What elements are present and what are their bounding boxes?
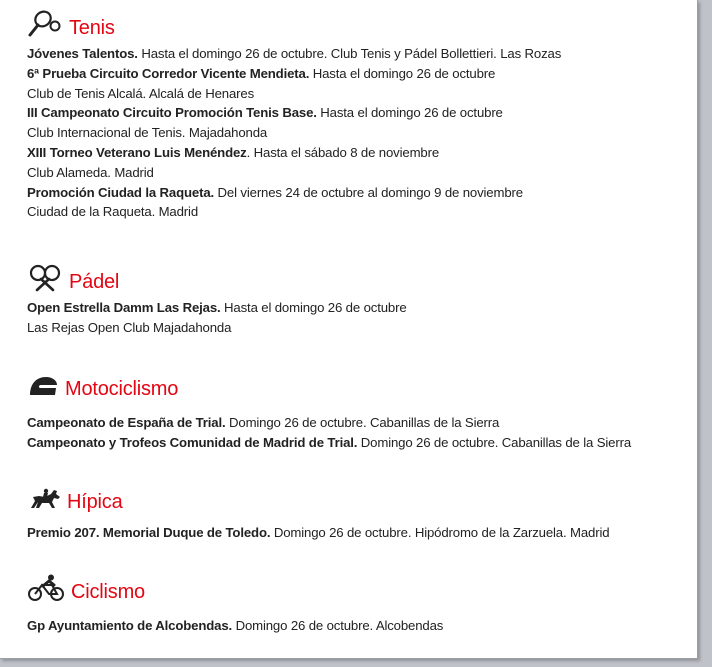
tennis-racket-ball-icon (27, 8, 65, 38)
event-line: Jóvenes Talentos. Hasta el domingo 26 de octubre. Club Tenis y Pádel Bollettieri. Las Rozas (27, 46, 562, 61)
section-padel (27, 258, 697, 338)
event-line: 6ª Prueba Circuito Corredor Vicente Mendieta. Hasta el domingo 26 de octubre (27, 65, 496, 81)
section-header (27, 4, 697, 38)
event-line: Gp Ayuntamiento de Alcobendas. Domingo 26 de octubre. Alcobendas (27, 618, 444, 633)
section-header (27, 258, 697, 292)
section-title: Pádel (69, 271, 120, 293)
section-hipica (27, 478, 697, 543)
event-line: Premio 207. Memorial Duque de Toledo. Domingo 26 de octubre. Hipódromo de la Zarzuela. Madrid (27, 525, 610, 540)
event-line: Ciudad de la Raqueta. Madrid (27, 204, 199, 220)
event-line: Club Alameda. Madrid (27, 164, 154, 180)
section-ciclismo (27, 568, 697, 636)
section-header (27, 568, 697, 602)
event-line: Promoción Ciudad la Raqueta. Del viernes 24 de octubre al domingo 9 de noviembre (27, 184, 523, 200)
section-title: Hípica (67, 491, 123, 513)
horse-racing-icon (27, 488, 63, 512)
event-line: Campeonato de España de Trial. Domingo 26 de octubre. Cabanillas de la Sierra (27, 415, 500, 430)
event-line: Open Estrella Damm Las Rejas. Hasta el domingo 26 de octubre (27, 300, 407, 315)
event-line: Campeonato y Trofeos Comunidad de Madrid de Trial. Domingo 26 de octubre. Cabanillas de la Sierra (27, 434, 632, 450)
event-line: Club Internacional de Tenis. Majadahonda (27, 125, 268, 141)
event-list (27, 413, 697, 453)
event-list (27, 298, 697, 338)
event-list (27, 44, 697, 222)
event-line: III Campeonato Circuito Promoción Tenis Base. Hasta el domingo 26 de octubre (27, 105, 503, 121)
event-line: XIII Torneo Veterano Luis Menéndez. Hasta el sábado 8 de noviembre (27, 144, 440, 160)
section-title: Ciclismo (71, 581, 145, 603)
section-title: Tenis (69, 17, 115, 39)
motorcycle-helmet-icon (27, 373, 61, 399)
event-line: Las Rejas Open Club Majadahonda (27, 319, 232, 335)
event-list (27, 616, 697, 636)
cyclist-icon (27, 574, 67, 602)
section-header (27, 365, 697, 399)
event-list (27, 523, 697, 543)
section-header (27, 478, 697, 512)
section-tenis (27, 4, 697, 222)
section-title: Motociclismo (65, 378, 179, 400)
padel-rackets-icon (27, 264, 65, 292)
section-motociclismo (27, 365, 697, 453)
event-line: Club de Tenis Alcalá. Alcalá de Henares (27, 85, 255, 101)
